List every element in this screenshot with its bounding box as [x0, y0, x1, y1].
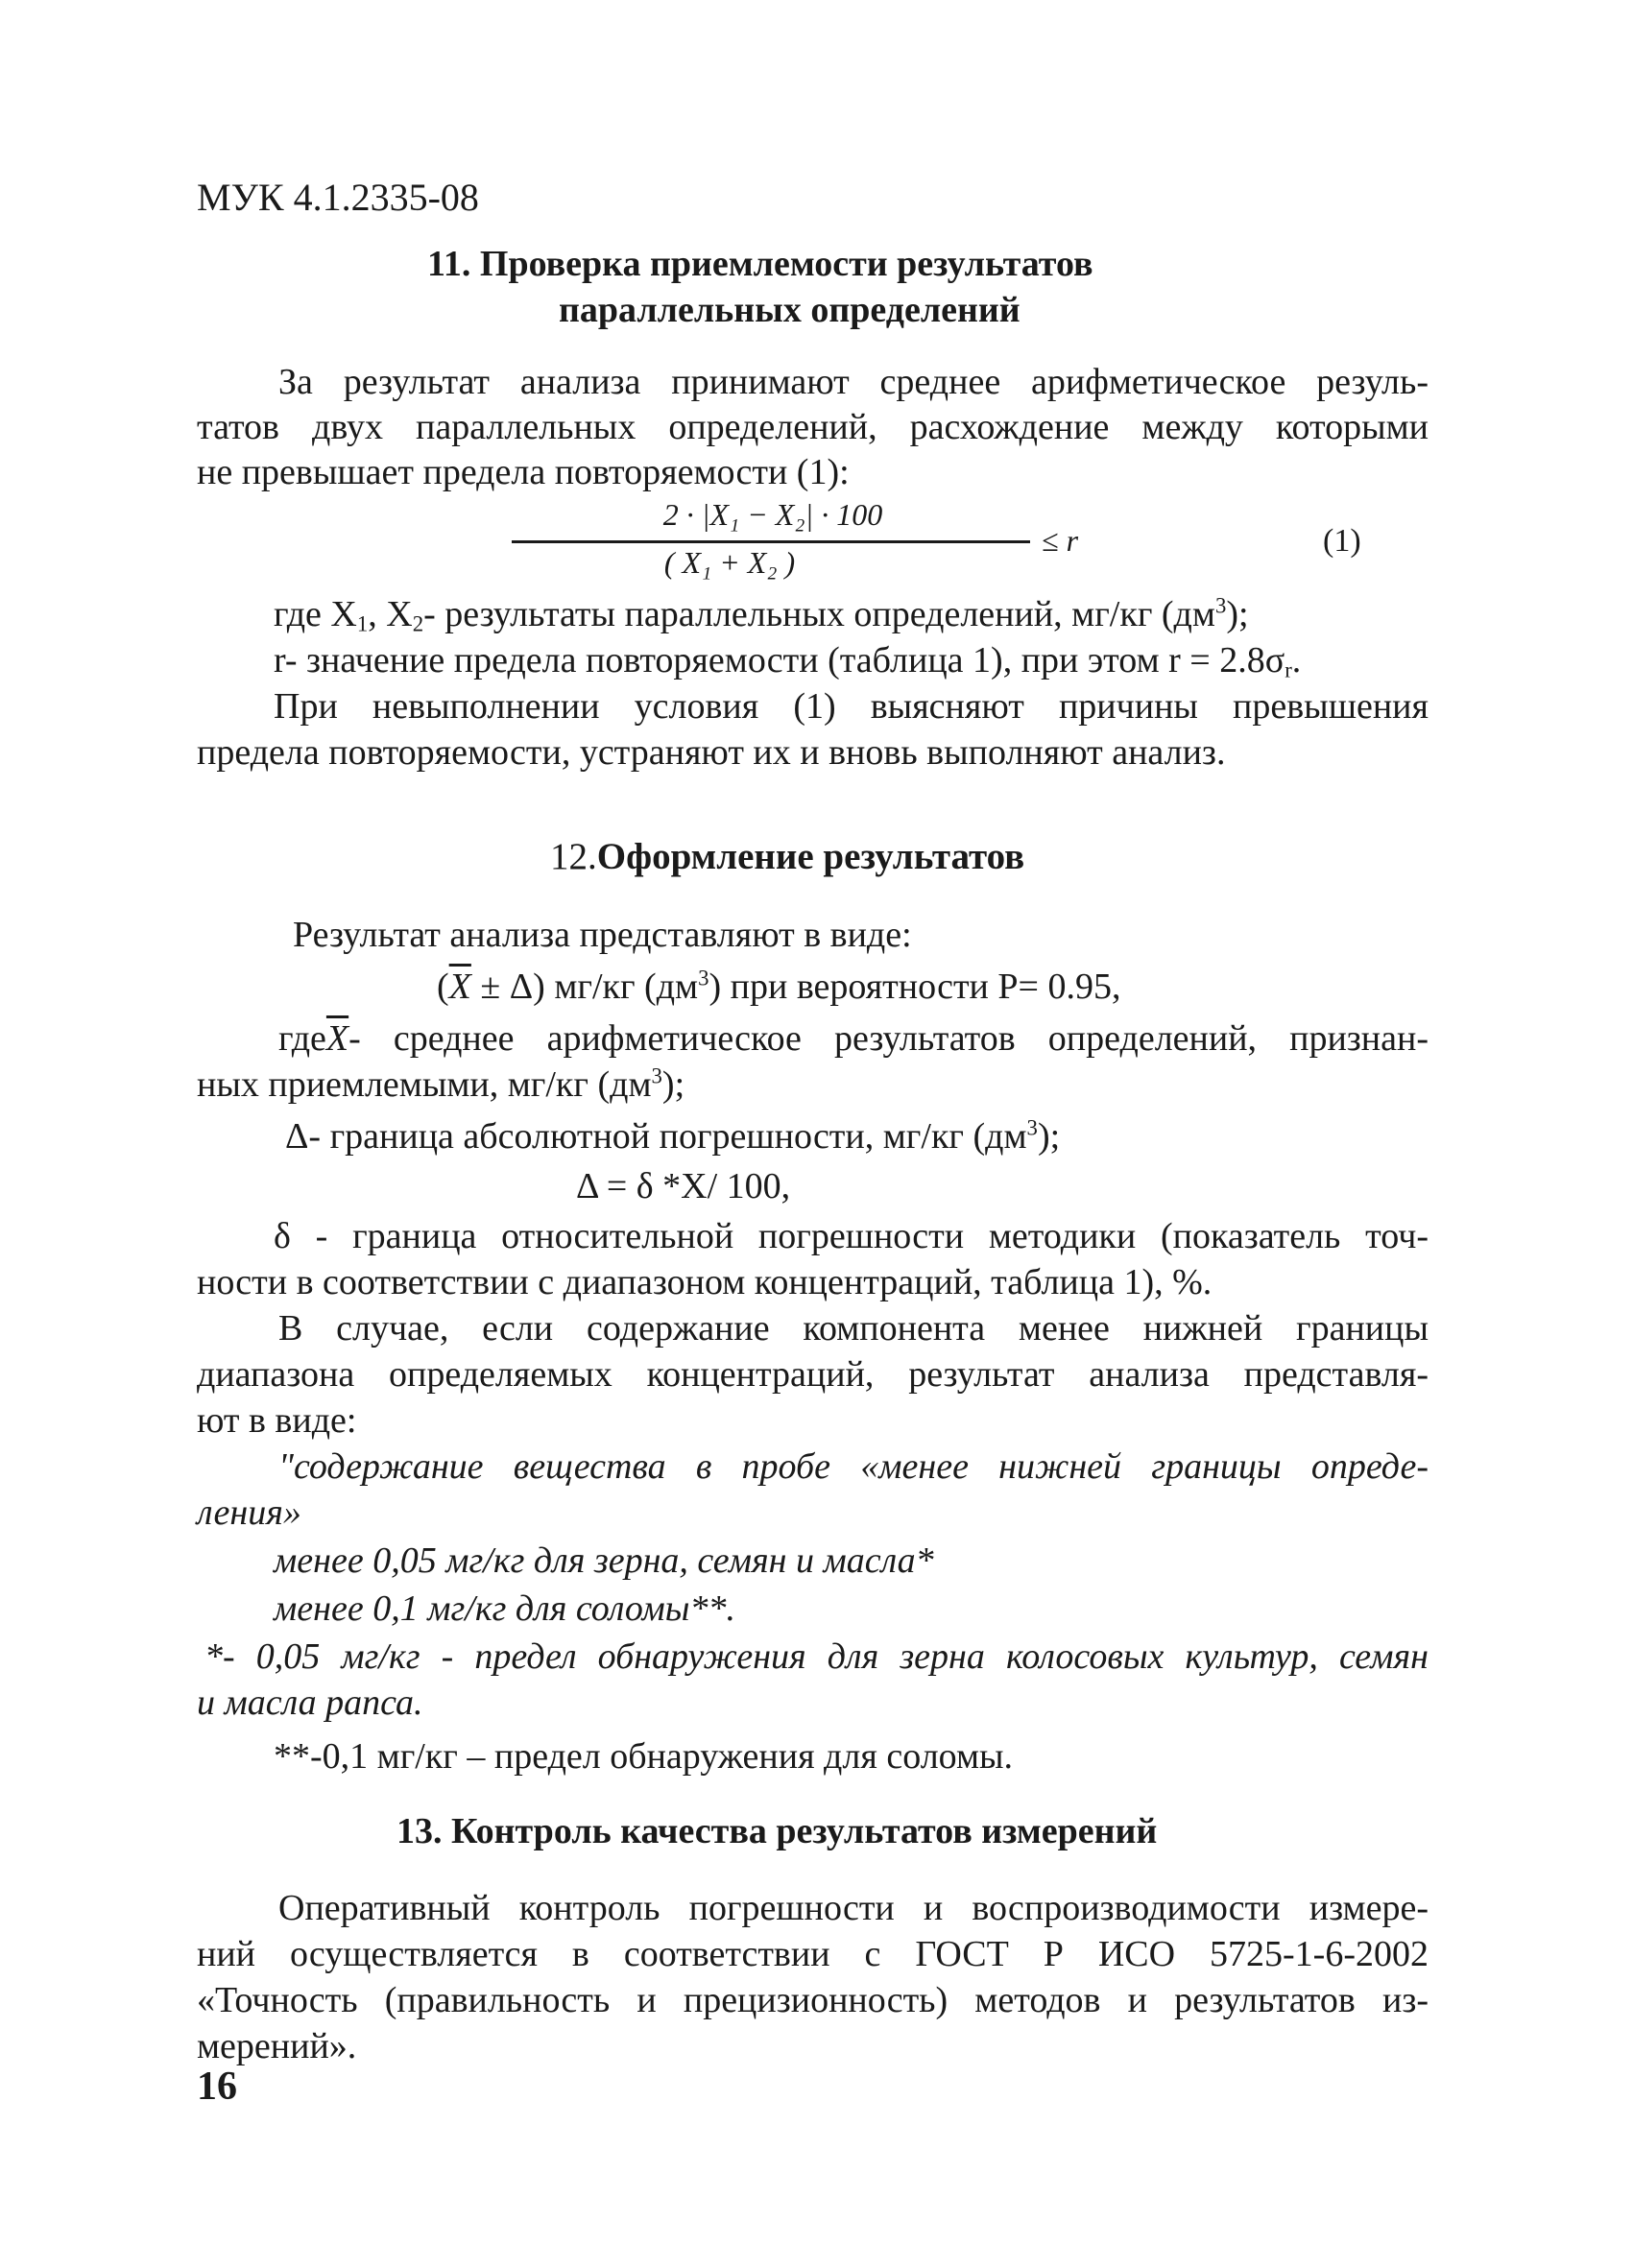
quote-line1: "содержание вещества в пробе «менее нижней границы опреде-	[278, 1446, 1429, 1487]
fraction-bar	[512, 540, 1030, 543]
where-mean-line2: ных приемлемыми, мг/кг $(дм^3)$;	[197, 1063, 685, 1105]
where-r-line: r- значение предела повторяемости (таблица 1), при этом $r = 2.8\sigma_r$.	[274, 640, 1302, 682]
formula-numerator: 2 · |X₁ − X₂| · 100	[662, 497, 883, 532]
section-13-line2: ний осуществляется в соответствии с ГОСТ Р ИСО 5725-1-6-2002	[197, 1934, 1429, 1974]
delta-formula: Δ = δ *X/ 100,	[576, 1166, 791, 1206]
footnote-1-line2: и масла рапса.	[197, 1683, 423, 1723]
section-11-para1-line3: не превышает предела повторяемости (1):	[197, 452, 850, 492]
formula-relation: ≤ r	[1042, 523, 1079, 558]
section-11-title-line1: 11. Проверка приемлемости результатов	[427, 244, 1093, 284]
delta-definition: Δ- граница абсолютной погрешности, мг/кг $(дм^3)$;	[285, 1115, 1061, 1157]
where-x1-x2-line: где $X_1$, $X_2-$ результаты параллельных определений, мг/кг $(дм^3)$;	[274, 593, 1249, 636]
section-11-para2-line2: предела повторяемости, устраняют их и вновь выполняют анализ.	[197, 732, 1226, 773]
section-13-title: 13. Контроль качества результатов измерений	[396, 1811, 1158, 1851]
footnote-1-line1: *- 0,05 мг/кг - предел обнаружения для зерна колосовых культур, семян	[204, 1636, 1429, 1677]
case-line3: ют в виде:	[197, 1400, 357, 1441]
case-line2: диапазона определяемых концентраций, результат анализа представля-	[197, 1354, 1429, 1395]
where-mean-line1: $где\overline{X}-$ среднее арифметическое результатов определений, признан-	[278, 1018, 1429, 1059]
relative-error-line1: δ - граница относительной погрешности методики (показатель точ-	[274, 1216, 1429, 1256]
section-12-title: 12.Оформление результатов	[550, 836, 1025, 877]
section-11-para1-line1: За результат анализа принимают среднее арифметическое резуль-	[278, 362, 1429, 402]
quote-line2: ления»	[197, 1492, 301, 1533]
section-13-line1: Оперативный контроль погрешности и воспроизводимости измере-	[278, 1888, 1429, 1928]
formula-denominator: ( X₁ + X₂ )	[663, 545, 796, 580]
footnote-2: **-0,1 мг/кг – предел обнаружения для соломы.	[274, 1736, 1014, 1777]
page-number: 16	[197, 2065, 237, 2109]
relative-error-line2: ности в соответствии с диапазоном концентраций, таблица 1), %.	[197, 1262, 1213, 1302]
document-code: МУК 4.1.2335-08	[197, 176, 479, 219]
formula-number: (1)	[1323, 523, 1361, 559]
section-11-title-line2: параллельных определений	[559, 290, 1021, 330]
less-grain-line: менее 0,05 мг/кг для зерна, семян и масла*	[274, 1540, 934, 1581]
result-expression: $(\overline{X} \pm \Delta)$ мг/кг $(дм^3)$ при вероятности Р= 0.95,	[437, 966, 1121, 1007]
less-straw-line: менее 0,1 мг/кг для соломы**.	[274, 1588, 735, 1629]
section-13-line4: мерений».	[197, 2026, 357, 2066]
section-11-para1-line2: татов двух параллельных определений, расхождение между которыми	[197, 407, 1429, 447]
section-11-para2-line1: При невыполнении условия (1) выясняют причины превышения	[274, 686, 1429, 727]
section-13-line3: «Точность (правильность и прецизионность) методов и результатов из-	[197, 1980, 1429, 2020]
case-line1: В случае, если содержание компонента менее нижней границы	[278, 1308, 1429, 1349]
section-12-intro: Результат анализа представляют в виде:	[293, 915, 912, 955]
